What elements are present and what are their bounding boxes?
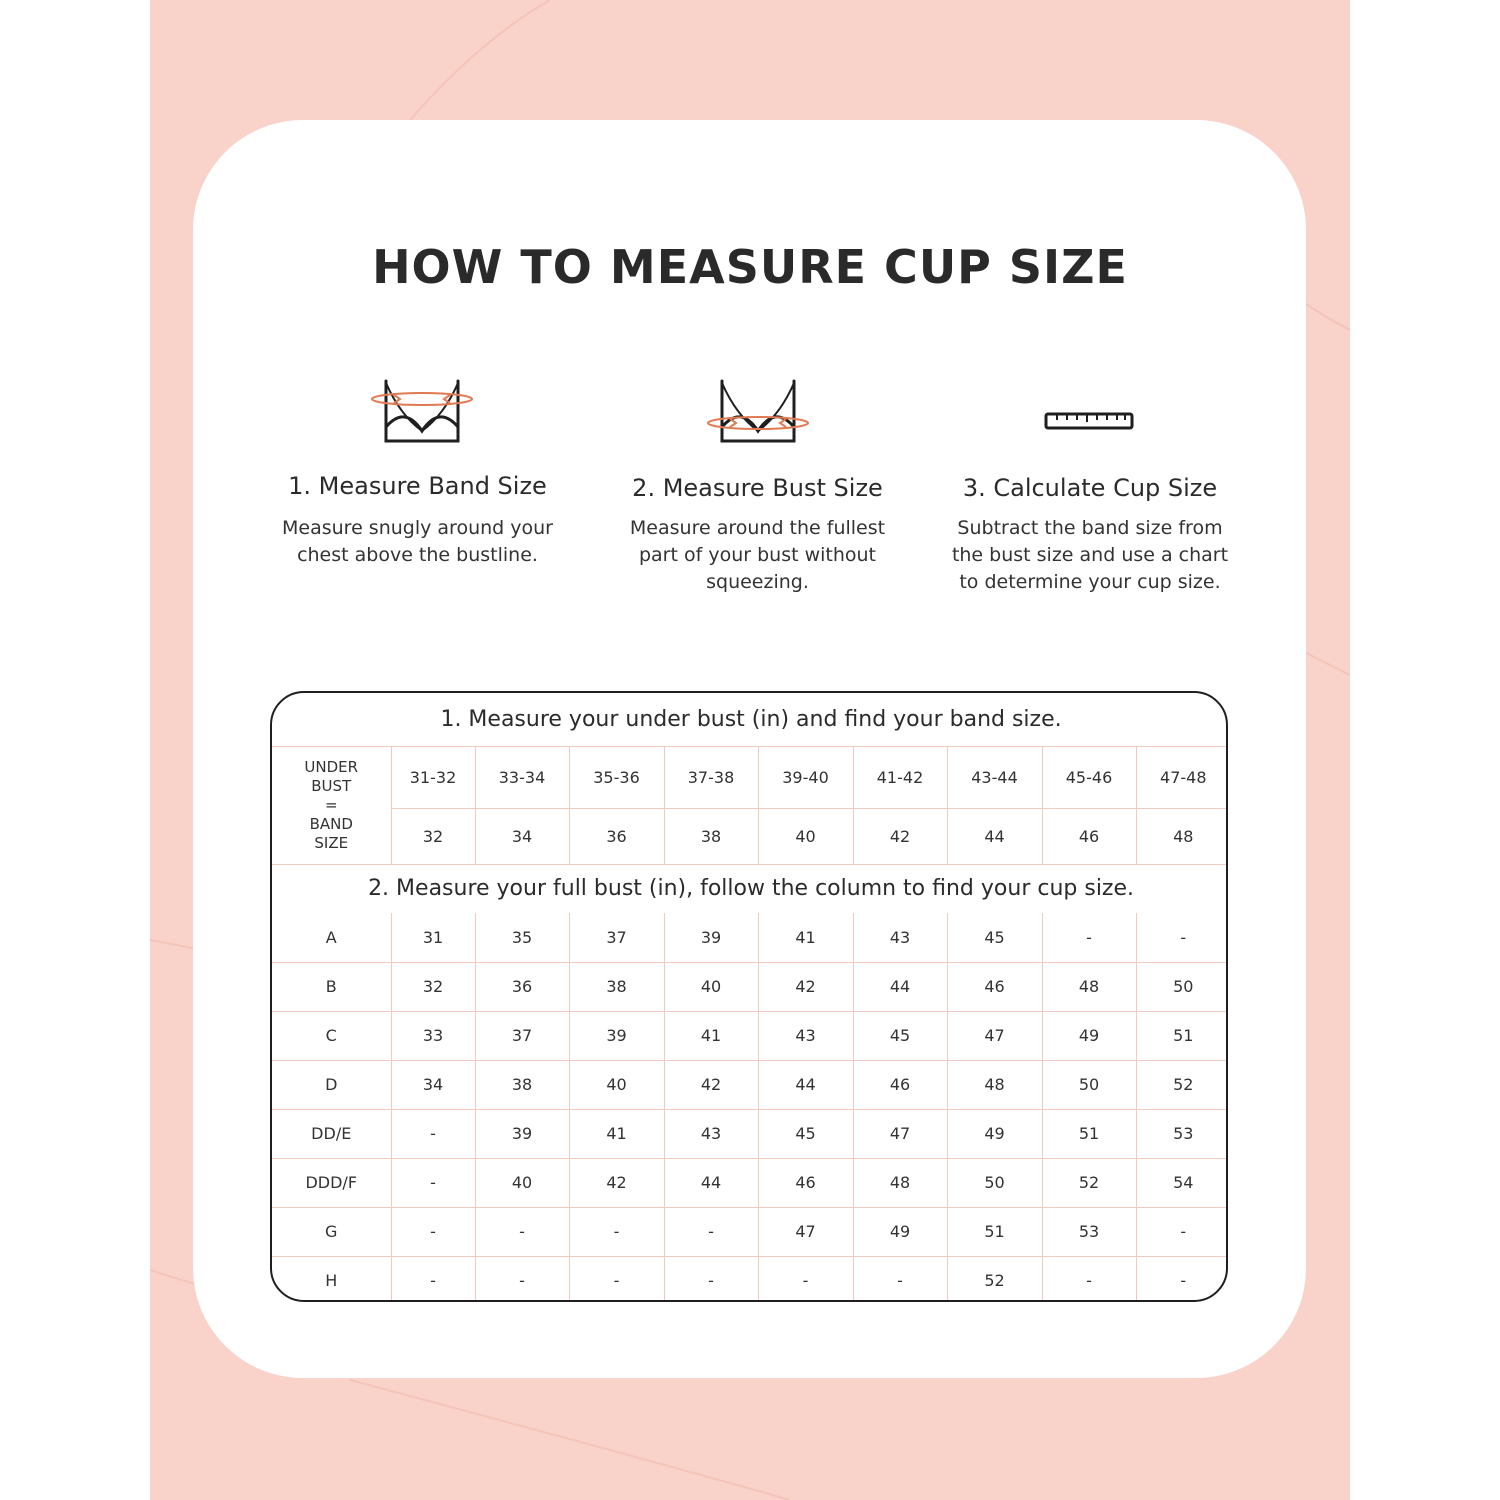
bust-measurement: 31 (391, 913, 475, 962)
bust-measurement: 45 (758, 1109, 853, 1158)
bust-measurement: 33 (391, 1011, 475, 1060)
bust-measurement: - (569, 1256, 664, 1302)
bust-measurement: 48 (947, 1060, 1042, 1109)
bust-measurement: 43 (664, 1109, 758, 1158)
bust-measurement: - (853, 1256, 947, 1302)
step-heading: 1. Measure Band Size (288, 472, 547, 500)
bust-measurement: 54 (1136, 1158, 1228, 1207)
bust-measurement: 49 (947, 1109, 1042, 1158)
bust-measurement: 51 (1136, 1011, 1228, 1060)
bust-measurement: 45 (853, 1011, 947, 1060)
bra-band-icon (370, 375, 475, 447)
cup-label: G (272, 1207, 391, 1256)
bust-measurement: 48 (853, 1158, 947, 1207)
bust-measurement: 51 (947, 1207, 1042, 1256)
bust-measurement: - (1136, 1207, 1228, 1256)
bust-measurement: - (391, 1207, 475, 1256)
bust-measurement: 41 (569, 1109, 664, 1158)
bust-measurement: 44 (664, 1158, 758, 1207)
under-bust-range: 45-46 (1042, 746, 1136, 808)
cup-row (272, 1060, 1228, 1109)
under-bust-range: 47-48 (1136, 746, 1228, 808)
bust-measurement: 40 (475, 1158, 569, 1207)
bust-measurement: 42 (664, 1060, 758, 1109)
band-size: 40 (758, 808, 853, 864)
bust-measurement: 52 (1136, 1060, 1228, 1109)
under-bust-range: 35-36 (569, 746, 664, 808)
bust-measurement: 37 (569, 913, 664, 962)
bust-measurement: 44 (853, 962, 947, 1011)
bust-measurement: 49 (853, 1207, 947, 1256)
step-description: Measure snugly around your chest above the bustline. (282, 517, 553, 566)
step-cup-size (940, 370, 1240, 600)
bust-measurement: - (758, 1256, 853, 1302)
bust-measurement: 48 (1042, 962, 1136, 1011)
bra-bust-icon (706, 375, 811, 447)
bust-measurement: - (391, 1158, 475, 1207)
bust-measurement: 39 (475, 1109, 569, 1158)
ruler-icon (1043, 410, 1135, 434)
bust-measurement: 39 (569, 1011, 664, 1060)
under-bust-range: 41-42 (853, 746, 947, 808)
bust-measurement: 41 (664, 1011, 758, 1060)
cup-label: B (272, 962, 391, 1011)
bust-measurement: - (1136, 913, 1228, 962)
step-description: Subtract the band size from the bust size and use a chart to determine your cup size. (951, 517, 1229, 593)
bust-measurement: - (475, 1207, 569, 1256)
cup-label: H (272, 1256, 391, 1302)
bust-measurement: 52 (1042, 1158, 1136, 1207)
cup-row (272, 1109, 1228, 1158)
bust-measurement: 53 (1136, 1109, 1228, 1158)
bust-measurement: - (569, 1207, 664, 1256)
section-heading-cup: 2. Measure your full bust (in), follow the column to find your cup size. (272, 864, 1228, 913)
page-title: HOW TO MEASURE CUP SIZE (372, 240, 1128, 294)
size-chart (270, 691, 1228, 1302)
bust-measurement: 42 (569, 1158, 664, 1207)
bust-measurement: 46 (947, 962, 1042, 1011)
bust-measurement: - (391, 1256, 475, 1302)
bust-measurement: 37 (475, 1011, 569, 1060)
bust-measurement: - (664, 1256, 758, 1302)
bust-measurement: 46 (758, 1158, 853, 1207)
bust-measurement: - (664, 1207, 758, 1256)
bust-measurement: 49 (1042, 1011, 1136, 1060)
cup-label: DD/E (272, 1109, 391, 1158)
under-bust-range: 43-44 (947, 746, 1042, 808)
band-size: 36 (569, 808, 664, 864)
under-bust-range: 33-34 (475, 746, 569, 808)
cup-label: D (272, 1060, 391, 1109)
cup-row (272, 1011, 1228, 1060)
bust-measurement: 45 (947, 913, 1042, 962)
cup-row (272, 1256, 1228, 1302)
band-size: 44 (947, 808, 1042, 864)
band-size: 42 (853, 808, 947, 864)
cup-row (272, 1158, 1228, 1207)
bust-measurement: 34 (391, 1060, 475, 1109)
bust-measurement: - (1136, 1256, 1228, 1302)
bust-measurement: 51 (1042, 1109, 1136, 1158)
bust-measurement: 38 (569, 962, 664, 1011)
bust-measurement: 47 (853, 1109, 947, 1158)
bust-measurement: 35 (475, 913, 569, 962)
bust-measurement: 32 (391, 962, 475, 1011)
cup-label: C (272, 1011, 391, 1060)
under-bust-range: 37-38 (664, 746, 758, 808)
cup-label: A (272, 913, 391, 962)
under-bust-range: 39-40 (758, 746, 853, 808)
bust-measurement: 43 (853, 913, 947, 962)
band-size: 46 (1042, 808, 1136, 864)
bust-measurement: 43 (758, 1011, 853, 1060)
bust-measurement: - (475, 1256, 569, 1302)
cup-label: DDD/F (272, 1158, 391, 1207)
bust-measurement: 47 (947, 1011, 1042, 1060)
bust-measurement: 50 (1042, 1060, 1136, 1109)
band-size: 38 (664, 808, 758, 864)
bust-measurement: 53 (1042, 1207, 1136, 1256)
band-size-row (272, 808, 1228, 864)
bust-measurement: 40 (569, 1060, 664, 1109)
bust-measurement: 36 (475, 962, 569, 1011)
bust-measurement: 38 (475, 1060, 569, 1109)
bust-measurement: 50 (1136, 962, 1228, 1011)
step-bust-size (610, 370, 905, 600)
band-size: 32 (391, 808, 475, 864)
bust-measurement: - (391, 1109, 475, 1158)
bust-measurement: 47 (758, 1207, 853, 1256)
band-size: 48 (1136, 808, 1228, 864)
cup-row (272, 1207, 1228, 1256)
bust-measurement: - (1042, 913, 1136, 962)
under-bust-row (272, 746, 1228, 808)
step-heading: 3. Calculate Cup Size (962, 474, 1218, 502)
bust-measurement: 44 (758, 1060, 853, 1109)
under-bust-label: UNDER BUST = BAND SIZE (272, 746, 391, 864)
bust-measurement: - (1042, 1256, 1136, 1302)
bust-measurement: 41 (758, 913, 853, 962)
bust-measurement: 40 (664, 962, 758, 1011)
step-description: Measure around the fullest part of your bust without squeezing. (629, 517, 886, 593)
bust-measurement: 52 (947, 1256, 1042, 1302)
section-heading-band: 1. Measure your under bust (in) and find your band size. (272, 693, 1228, 746)
band-size: 34 (475, 808, 569, 864)
bust-measurement: 42 (758, 962, 853, 1011)
cup-row (272, 913, 1228, 962)
under-bust-range: 31-32 (391, 746, 475, 808)
cup-row (272, 962, 1228, 1011)
step-band-size (270, 370, 565, 570)
bust-measurement: 46 (853, 1060, 947, 1109)
bust-measurement: 50 (947, 1158, 1042, 1207)
bust-measurement: 39 (664, 913, 758, 962)
step-heading: 2. Measure Bust Size (632, 474, 883, 502)
